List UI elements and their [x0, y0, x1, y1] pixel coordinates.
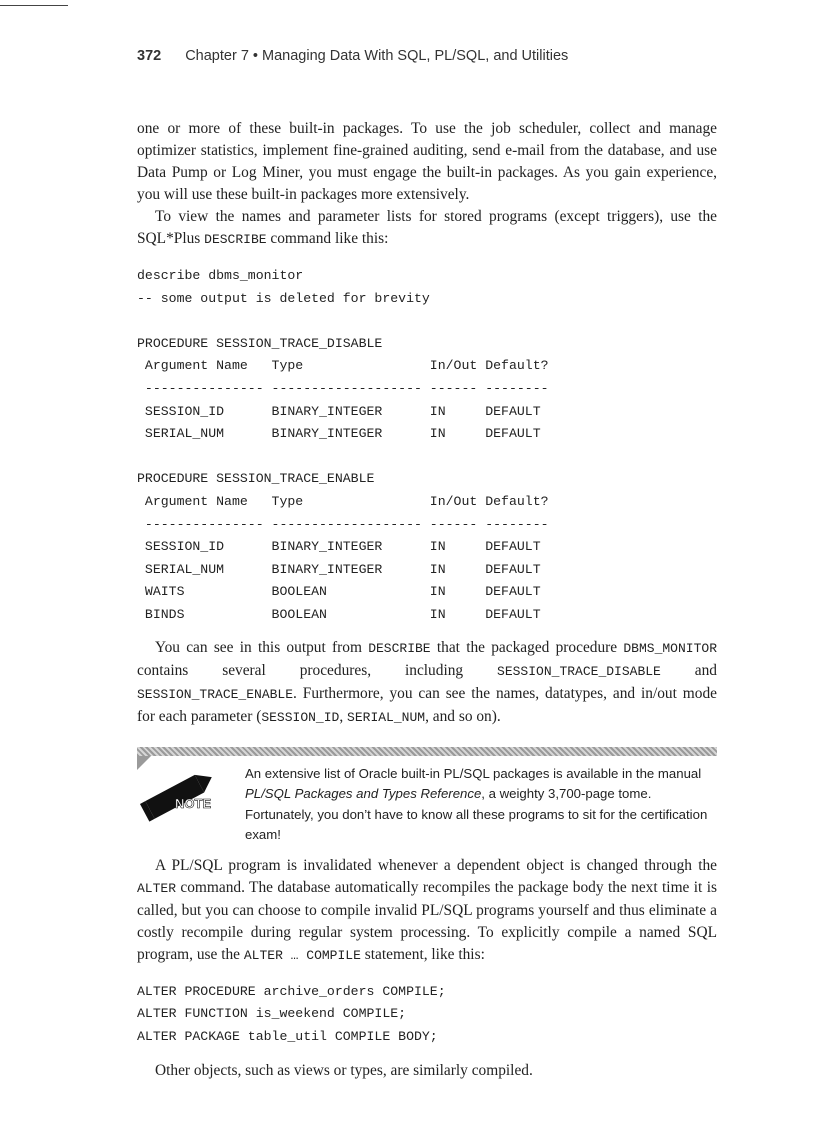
running-header: [137, 48, 568, 64]
running-title: Chapter 7 • Managing Data With SQL, PL/SQL, and Utilities: [185, 48, 569, 64]
inline-code: DESCRIBE: [204, 232, 267, 247]
closing-paragraph: Other objects, such as views or types, are similarly compiled.: [155, 1062, 533, 1080]
note-callout: [137, 747, 717, 842]
note-hatched-bar: [137, 747, 717, 756]
inline-code: DBMS_MONITOR: [623, 640, 717, 656]
note-pencil-icon: [137, 756, 223, 824]
inline-code: SESSION_TRACE_ENABLE: [137, 686, 294, 702]
note-icon-label: NOTE: [175, 795, 212, 811]
describe-code-block: describe dbms_monitor -- some output is deleted for brevity PROCEDURE SESSION_TRACE_DISABLE Argument Name Type In/Out Default? --------------- ------------------- ------ -------- SESSION_ID BINARY_INTEGER IN DEFAULT SERIAL_NUM BINARY_INTEGER IN DEFAULT PROCEDURE SESSION_TRACE_ENABLE Argument Name Type In/Out Default? --------------- ------------------- ------ -------- SESSION_ID BINARY_INTEGER IN DEFAULT SERIAL_NUM BINARY_INTEGER IN DEFAULT WAITS BOOLEAN IN DEFAULT BINDS BOOLEAN IN DEFAULT: [137, 268, 549, 622]
inline-code: SESSION_ID: [261, 709, 340, 725]
inline-code: DESCRIBE: [368, 640, 431, 656]
page-number: 372: [137, 48, 162, 64]
intro-paragraph: one or more of these built-in packages. To use the job scheduler, collect and manage optimizer statistics, implement fine-grained auditing, send e-mail from the database, and use Data Pump or Log Miner, you must engage the built-in packages. As you gain experience, you will use these built-in packages more extensively.: [137, 120, 717, 203]
describe-intro-paragraph: To view the names and parameter lists for stored programs (except triggers), use the SQL*Plus DESCRIBE command like this:: [137, 208, 717, 247]
corner-rule: [0, 5, 68, 6]
alter-code-block: ALTER PROCEDURE archive_orders COMPILE; ALTER FUNCTION is_weekend COMPILE; ALTER PACKAGE table_util COMPILE BODY;: [137, 983, 446, 1044]
inline-code: SESSION_TRACE_DISABLE: [497, 663, 661, 679]
note-text: An extensive list of Oracle built-in PL/SQL packages is available in the manual PL/SQL Packages and Types Reference, a weighty 3,700-page tome. Fortunately, you don’t have to know all these programs to sit for the certification exam!: [245, 765, 708, 842]
describe-explanation-paragraph: You can see in this output from DESCRIBE that the packaged procedure DBMS_MONITOR contains several procedures, including SESSION_TRACE_DISABLE and SESSION_TRACE_ENABLE. Furthermore, you can see the names, datatypes, and in/out mode for each parameter (SESSION_ID, SERIAL_NUM, and so on).: [137, 638, 717, 725]
page-body: [137, 118, 717, 1082]
inline-code: ALTER … COMPILE: [243, 947, 361, 963]
alter-paragraph: A PL/SQL program is invalidated whenever a dependent object is changed through the ALTER command. The database automatically recompiles the package body the next time it is called, but you can choose to compile invalid PL/SQL programs yourself and thus eliminate a costly recompile during regular system processing. To explicitly compile a named SQL program, use the ALTER … COMPILE statement, like this:: [137, 856, 717, 963]
inline-code: SERIAL_NUM: [347, 709, 426, 725]
manual-title: PL/SQL Packages and Types Reference: [245, 786, 482, 801]
inline-code: ALTER: [137, 880, 177, 896]
